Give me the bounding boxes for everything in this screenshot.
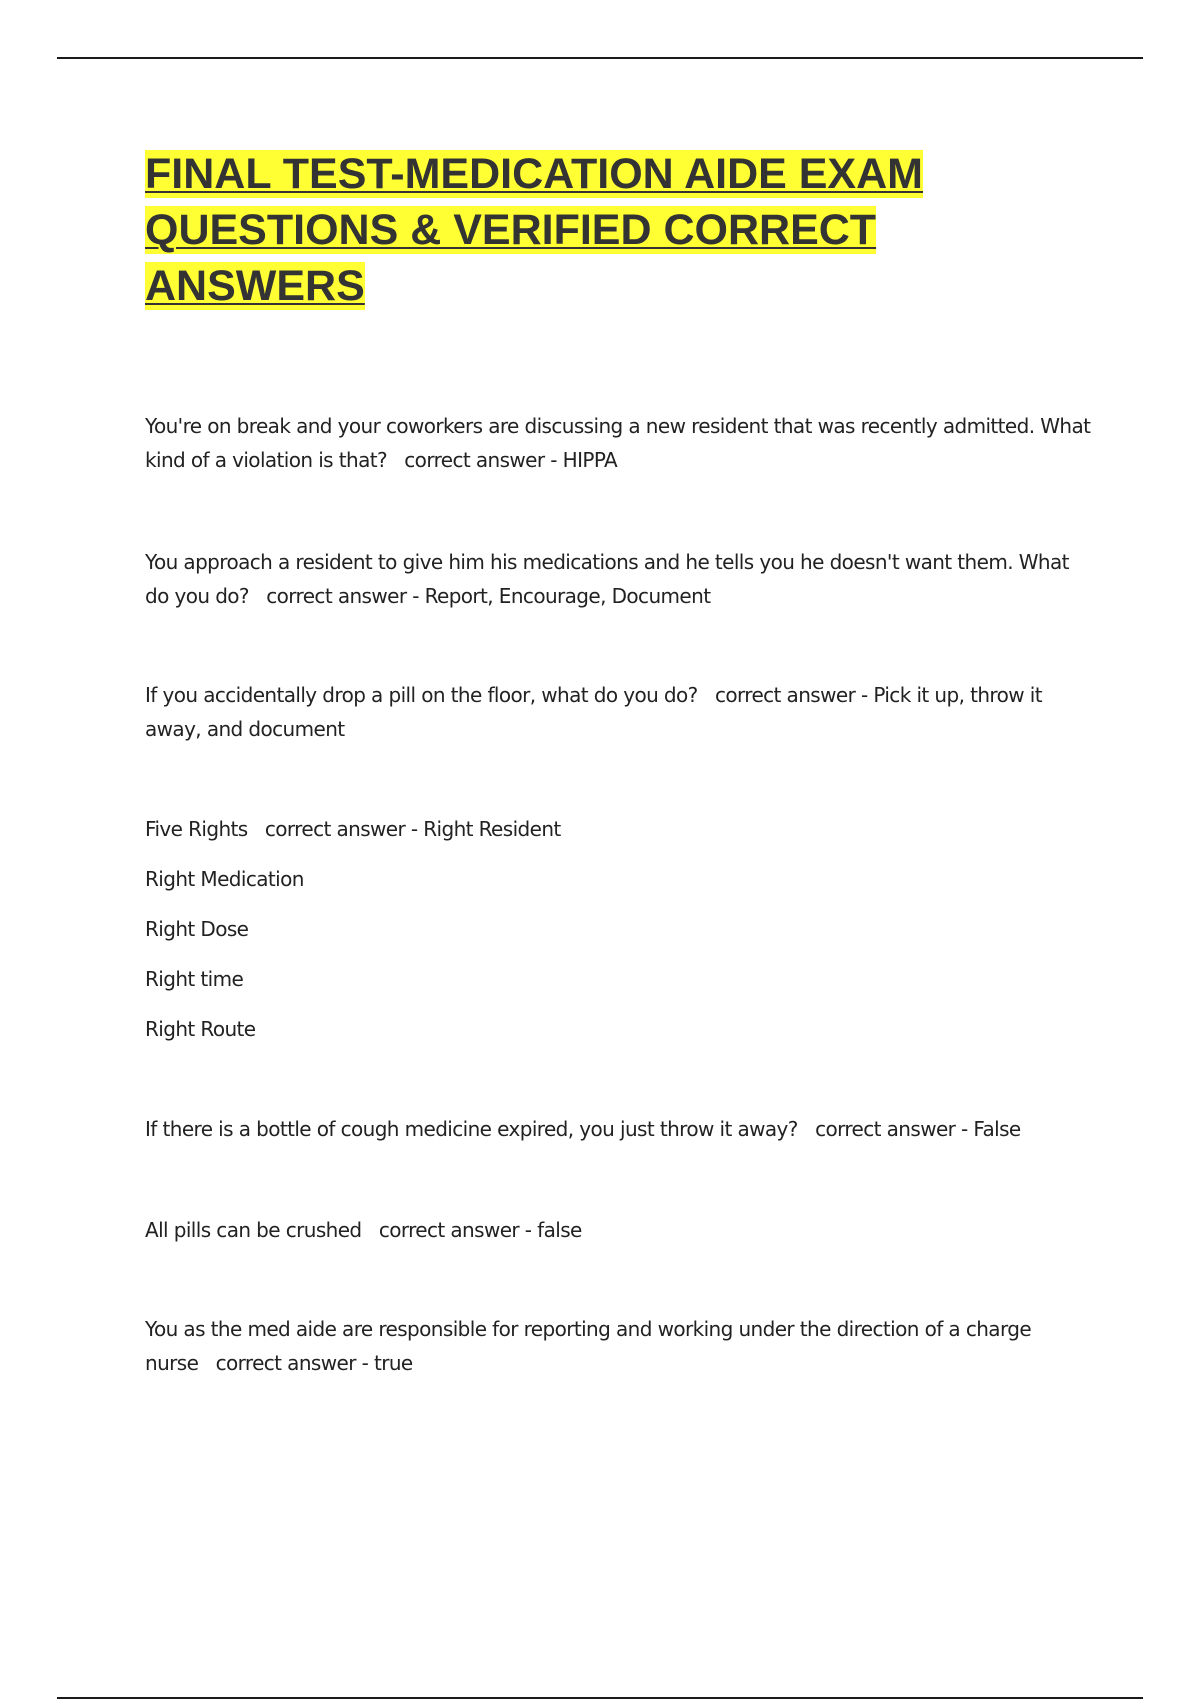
qa-item-6 — [145, 1213, 1095, 1247]
answer-prefix: correct answer - — [714, 683, 874, 707]
qa-item-1 — [145, 409, 1095, 477]
answer-text: HIPPA — [562, 448, 618, 472]
question-text: Five Rights — [145, 817, 248, 841]
answer-prefix: correct answer - — [264, 817, 424, 841]
qa-item-7 — [145, 1312, 1075, 1380]
qa-item-4 — [145, 812, 1095, 1062]
question-text: You approach a resident to give him his medications and he tells you he doesn't want them. What do you do? — [145, 550, 1069, 608]
answer-continuation: Right Medication — [145, 867, 304, 891]
document-title — [145, 146, 1045, 314]
question-text: You're on break and your coworkers are discussing a new resident that was recently admitted. What kind of a violation is that? — [145, 414, 1091, 472]
qa-item-2 — [145, 545, 1095, 613]
qa-item-3 — [145, 678, 1095, 746]
answer-continuation: Right Dose — [145, 917, 249, 941]
answer-text: False — [973, 1117, 1021, 1141]
answer-text: Pick it up, throw it away, and document — [145, 683, 1042, 741]
question-text: All pills can be crushed — [145, 1218, 362, 1242]
answer-continuation: Right time — [145, 967, 244, 991]
answer-prefix: correct answer - — [215, 1351, 374, 1375]
question-text: You as the med aide are responsible for reporting and working under the direction of a charge nurse — [145, 1317, 1032, 1375]
answer-text: Right Resident — [423, 817, 561, 841]
answer-prefix: correct answer - — [378, 1218, 538, 1242]
title-highlight: FINAL TEST-MEDICATION AIDE EXAM QUESTIONS & VERIFIED CORRECT ANSWERS — [145, 150, 923, 310]
answer-text: false — [537, 1218, 582, 1242]
question-text: If you accidentally drop a pill on the floor, what do you do? — [145, 683, 698, 707]
header-rule — [57, 57, 1143, 59]
five-rights-line — [145, 812, 1095, 862]
question-text: If there is a bottle of cough medicine expired, you just throw it away? — [145, 1117, 798, 1141]
qa-item-5 — [145, 1112, 1095, 1146]
answer-text: Report, Encourage, Document — [424, 584, 711, 608]
answer-prefix: correct answer - — [815, 1117, 974, 1141]
answer-prefix: correct answer - — [266, 584, 425, 608]
answer-text: true — [373, 1351, 413, 1375]
answer-prefix: correct answer - — [404, 448, 563, 472]
footer-rule — [57, 1697, 1143, 1699]
answer-continuation: Right Route — [145, 1017, 256, 1041]
